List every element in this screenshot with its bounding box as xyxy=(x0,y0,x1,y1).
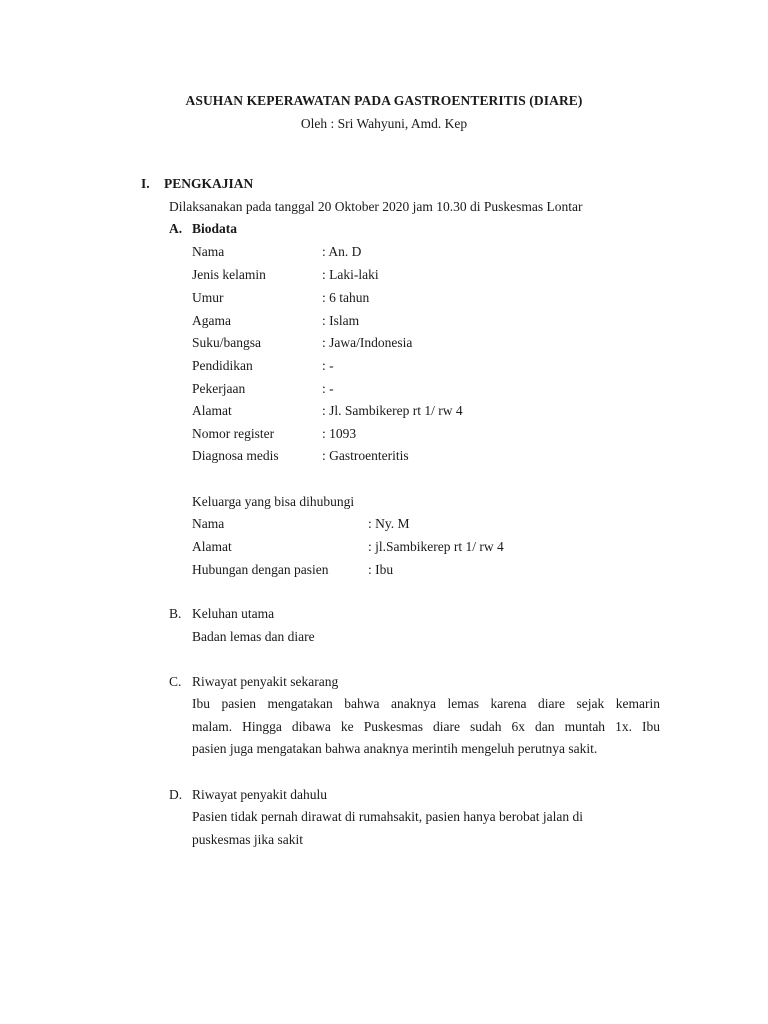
riwayat-dahulu-letter: D. xyxy=(169,787,183,802)
biodata-label: Nama xyxy=(192,244,225,259)
riwayat-sekarang-paragraph xyxy=(192,693,660,761)
riwayat-sekarang-letter: C. xyxy=(169,674,182,689)
keluhan-text: Badan lemas dan diare xyxy=(192,629,315,644)
paragraph-line: pasien juga mengatakan bahwa anaknya merintih mengeluh perutnya sakit. xyxy=(192,741,598,756)
biodata-value: : Jl. Sambikerep rt 1/ rw 4 xyxy=(322,403,463,418)
biodata-value: : Gastroenteritis xyxy=(322,448,409,463)
keluarga-label: Hubungan dengan pasien xyxy=(192,562,329,577)
section-number: I. xyxy=(141,176,150,191)
biodata-label: Suku/bangsa xyxy=(192,335,261,350)
riwayat-dahulu-title: Riwayat penyakit dahulu xyxy=(192,787,327,802)
biodata-value: : An. D xyxy=(322,244,362,259)
biodata-value: : Islam xyxy=(322,313,360,328)
biodata-value: : 6 tahun xyxy=(322,290,370,305)
keluarga-value: : Ibu xyxy=(368,562,394,577)
biodata-title: Biodata xyxy=(192,221,238,236)
paragraph-line: malam. Hingga dibawa ke Puskesmas diare sudah 6x dan muntah 1x. Ibu xyxy=(192,718,660,734)
biodata-label: Pekerjaan xyxy=(192,381,246,396)
riwayat-sekarang-title: Riwayat penyakit sekarang xyxy=(192,674,339,689)
section-intro: Dilaksanakan pada tanggal 20 Oktober 2020 jam 10.30 di Puskesmas Lontar xyxy=(169,199,583,214)
keluarga-label: Alamat xyxy=(192,539,232,554)
paragraph-line: Pasien tidak pernah dirawat di rumahsakit, pasien hanya berobat jalan di xyxy=(192,809,583,824)
biodata-label: Agama xyxy=(192,313,231,328)
keluarga-label: Nama xyxy=(192,516,225,531)
biodata-label: Jenis kelamin xyxy=(192,267,266,282)
biodata-label: Pendidikan xyxy=(192,358,253,373)
biodata-letter: A. xyxy=(169,221,183,236)
keluarga-heading: Keluarga yang bisa dihubungi xyxy=(192,494,355,509)
biodata-label: Diagnosa medis xyxy=(192,448,279,463)
document-author: Oleh : Sri Wahyuni, Amd. Kep xyxy=(300,116,468,131)
document-title: ASUHAN KEPERAWATAN PADA GASTROENTERITIS (DIARE) xyxy=(185,93,583,108)
biodata-value: : - xyxy=(322,358,334,373)
paragraph-line: puskesmas jika sakit xyxy=(192,832,303,847)
keluhan-title: Keluhan utama xyxy=(192,606,275,621)
biodata-label: Umur xyxy=(192,290,224,305)
keluhan-letter: B. xyxy=(169,606,182,621)
biodata-value: : 1093 xyxy=(322,426,357,441)
biodata-value: : Laki-laki xyxy=(322,267,379,282)
keluarga-value: : Ny. M xyxy=(368,516,410,531)
biodata-value: : Jawa/Indonesia xyxy=(322,335,413,350)
biodata-label: Alamat xyxy=(192,403,232,418)
biodata-value: : - xyxy=(322,381,334,396)
keluarga-value: : jl.Sambikerep rt 1/ rw 4 xyxy=(368,539,504,554)
biodata-label: Nomor register xyxy=(192,426,275,441)
paragraph-line: Ibu pasien mengatakan bahwa anaknya lemas karena diare sejak kemarin xyxy=(192,696,660,711)
section-title: PENGKAJIAN xyxy=(164,176,254,191)
